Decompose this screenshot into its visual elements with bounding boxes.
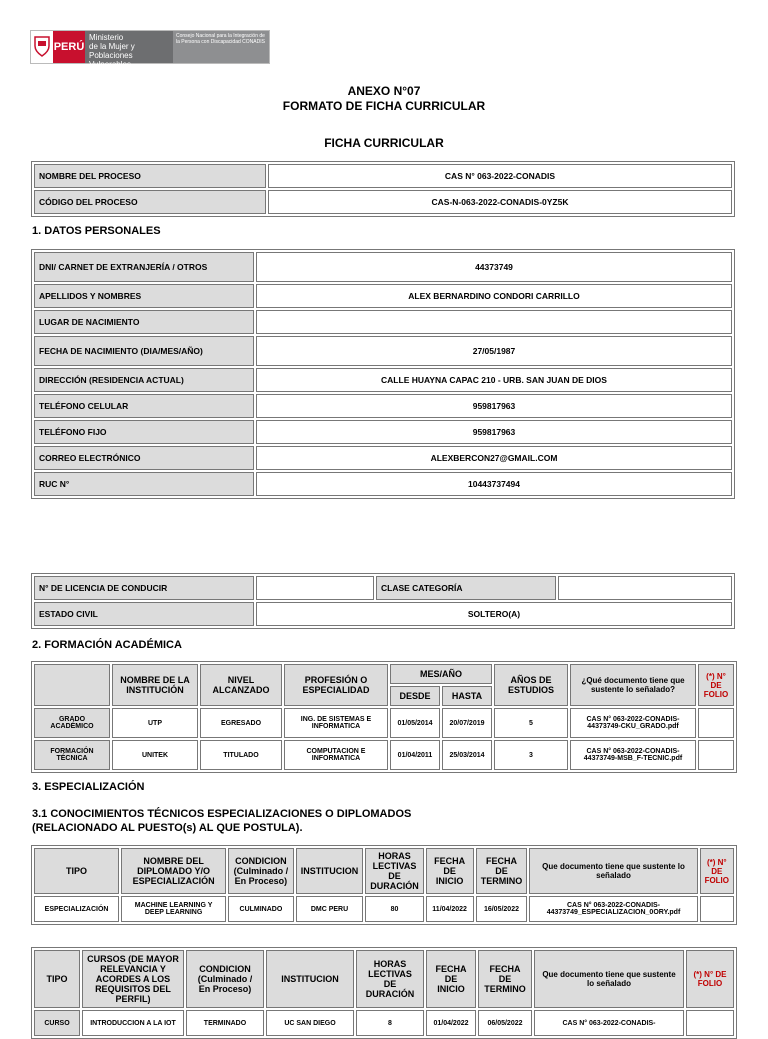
table-header-cell: FECHA DE INICIO: [426, 848, 474, 894]
table-header-cell: PROFESIÓN O ESPECIALIDAD: [284, 664, 388, 706]
table-header-cell: FECHA DE TERMINO: [476, 848, 528, 894]
table-cell: 06/05/2022: [478, 1010, 532, 1036]
table-cell: 11/04/2022: [426, 896, 474, 922]
category-label: CLASE CATEGORÍA: [376, 576, 556, 600]
table-row: [34, 310, 732, 334]
table-header-cell: MES/AÑO: [390, 664, 492, 684]
academic-table: [31, 661, 737, 773]
table-cell: CAS N° 063-2022-CONADIS-44373749-MSB_F-TECNIC.pdf: [570, 740, 696, 770]
table-cell: FORMACIÓN TÉCNICA: [34, 740, 110, 770]
table-cell: [698, 740, 734, 770]
institution-logo: [30, 30, 270, 69]
table-cell: EGRESADO: [200, 708, 282, 738]
table-cell: 20/07/2019: [442, 708, 492, 738]
table-cell: FECHA DE NACIMIENTO (DIA/MES/AÑO): [34, 336, 254, 366]
logo-council: Consejo Nacional para la Integración de la Persona con Discapacidad CONADIS: [173, 31, 269, 63]
table-header-row: [34, 950, 734, 1008]
table-cell: DMC PERU: [296, 896, 364, 922]
table-row: [34, 420, 732, 444]
table-cell: RUC N°: [34, 472, 254, 496]
table-cell: CAS N° 063-2022-CONADIS-44373749_ESPECIALIZACION_0ORY.pdf: [529, 896, 697, 922]
personal-data-table: [31, 249, 735, 499]
table-header-cell: CONDICION (Culminado / En Proceso): [228, 848, 294, 894]
table-row: [34, 368, 732, 392]
table-cell: UTP: [112, 708, 198, 738]
table-cell: TELÉFONO FIJO: [34, 420, 254, 444]
table-cell: ALEX BERNARDINO CONDORI CARRILLO: [256, 284, 732, 308]
table-cell: 01/04/2022: [426, 1010, 476, 1036]
table-header-row: [34, 664, 734, 684]
table-cell: ING. DE SISTEMAS E INFORMATICA: [284, 708, 388, 738]
table-header-cell: CONDICION (Culminado / En Proceso): [186, 950, 264, 1008]
table-cell: 01/05/2014: [390, 708, 440, 738]
table-cell: INTRODUCCION A LA IOT: [82, 1010, 184, 1036]
table-header-cell: NOMBRE DE LA INSTITUCIÓN: [112, 664, 198, 706]
table-row: [34, 472, 732, 496]
license-value: [256, 576, 374, 600]
specialization-subtitle-2: (RELACIONADO AL PUESTO(s) AL QUE POSTULA).: [32, 822, 303, 834]
table-header-cell: AÑOS DE ESTUDIOS: [494, 664, 568, 706]
table-cell: UNITEK: [112, 740, 198, 770]
civil-status-label: ESTADO CIVIL: [34, 602, 254, 626]
table-cell: CORREO ELECTRÓNICO: [34, 446, 254, 470]
table-header-cell: HORAS LECTIVAS DE DURACIÓN: [365, 848, 424, 894]
table-row: [34, 1010, 734, 1036]
table-cell: 16/05/2022: [476, 896, 528, 922]
table-cell: 3: [494, 740, 568, 770]
table-cell: COMPUTACION E INFORMATICA: [284, 740, 388, 770]
table-cell: 5: [494, 708, 568, 738]
table-row: [34, 394, 732, 418]
courses-table: [31, 947, 737, 1039]
table-cell: [698, 708, 734, 738]
table-header-cell: INSTITUCION: [296, 848, 364, 894]
civil-status-value: SOLTERO(A): [256, 602, 732, 626]
table-row: [34, 190, 732, 214]
table-cell: [256, 310, 732, 334]
table-header-cell: DESDE: [390, 686, 440, 706]
coat-of-arms-icon: [31, 31, 53, 61]
table-header-cell: FECHA DE TERMINO: [478, 950, 532, 1008]
table-header-cell: INSTITUCION: [266, 950, 354, 1008]
table-cell: 80: [365, 896, 424, 922]
table-header-cell: TIPO: [34, 848, 119, 894]
format-title: FORMATO DE FICHA CURRICULAR: [282, 99, 486, 113]
table-row: [34, 896, 734, 922]
document-title: FICHA CURRICULAR: [324, 136, 444, 150]
process-code-label: CÓDIGO DEL PROCESO: [34, 190, 266, 214]
table-cell: CULMINADO: [228, 896, 294, 922]
table-cell: ESPECIALIZACIÓN: [34, 896, 119, 922]
table-cell: 01/04/2011: [390, 740, 440, 770]
table-cell: 44373749: [256, 252, 732, 282]
specialization-table: [31, 845, 737, 925]
table-row: [34, 252, 732, 282]
table-cell: MACHINE LEARNING Y DEEP LEARNING: [121, 896, 226, 922]
specialization-subtitle-1: 3.1 CONOCIMIENTOS TÉCNICOS ESPECIALIZACIONES O DIPLOMADOS: [32, 808, 412, 820]
table-cell: GRADO ACADÉMICO: [34, 708, 110, 738]
table-header-row: [34, 848, 734, 894]
process-table: [31, 161, 735, 217]
table-cell: 8: [356, 1010, 424, 1036]
license-label: N° DE LICENCIA DE CONDUCIR: [34, 576, 254, 600]
table-cell: [700, 896, 734, 922]
logo-ministry: Ministerio de la Mujer y Poblaciones Vulnerables: [85, 31, 173, 63]
table-cell: DIRECCIÓN (RESIDENCIA ACTUAL): [34, 368, 254, 392]
table-header-cell: (*) N° DE FOLIO: [686, 950, 734, 1008]
table-cell: 959817963: [256, 394, 732, 418]
academic-section-title: 2. FORMACIÓN ACADÉMICA: [32, 639, 182, 651]
table-cell: CALLE HUAYNA CAPAC 210 - URB. SAN JUAN DE DIOS: [256, 368, 732, 392]
table-header-cell: HORAS LECTIVAS DE DURACIÓN: [356, 950, 424, 1008]
table-header-cell: Que documento tiene que sustente lo señalado: [534, 950, 684, 1008]
table-cell: TITULADO: [200, 740, 282, 770]
logo-country: PERÚ: [53, 31, 85, 63]
table-row: [34, 602, 732, 626]
table-row: [34, 708, 734, 738]
table-header-cell: (*) N° DE FOLIO: [698, 664, 734, 706]
table-cell: CURSO: [34, 1010, 80, 1036]
table-row: [34, 740, 734, 770]
table-cell: CAS N° 063-2022-CONADIS-: [534, 1010, 684, 1036]
personal-section-title: 1. DATOS PERSONALES: [32, 225, 161, 237]
table-cell: 10443737494: [256, 472, 732, 496]
annex-title: ANEXO N°07: [347, 84, 421, 98]
table-cell: TELÉFONO CELULAR: [34, 394, 254, 418]
table-row: [34, 284, 732, 308]
table-header-cell: FECHA DE INICIO: [426, 950, 476, 1008]
table-header-cell: (*) N° DE FOLIO: [700, 848, 734, 894]
table-cell: CAS N° 063-2022-CONADIS-44373749-CKU_GRADO.pdf: [570, 708, 696, 738]
table-row: [34, 336, 732, 366]
table-header-cell: Que documento tiene que sustente lo señalado: [529, 848, 697, 894]
table-cell: LUGAR DE NACIMIENTO: [34, 310, 254, 334]
table-cell: UC SAN DIEGO: [266, 1010, 354, 1036]
process-code-value: CAS-N-063-2022-CONADIS-0YZ5K: [268, 190, 732, 214]
table-row: [34, 446, 732, 470]
table-header-cell: CURSOS (DE MAYOR RELEVANCIA Y ACORDES A LOS REQUISITOS DEL PERFIL): [82, 950, 184, 1008]
table-header-cell: HASTA: [442, 686, 492, 706]
table-header-cell: ¿Qué documento tiene que sustente lo señalado?: [570, 664, 696, 706]
license-table: [31, 573, 735, 629]
process-name-label: NOMBRE DEL PROCESO: [34, 164, 266, 188]
specialization-section-title: 3. ESPECIALIZACIÓN: [32, 781, 145, 793]
table-header-cell: TIPO: [34, 950, 80, 1008]
table-cell: ALEXBERCON27@GMAIL.COM: [256, 446, 732, 470]
process-name-value: CAS N° 063-2022-CONADIS: [268, 164, 732, 188]
table-cell: TERMINADO: [186, 1010, 264, 1036]
table-cell: DNI/ CARNET DE EXTRANJERÍA / OTROS: [34, 252, 254, 282]
table-cell: 25/03/2014: [442, 740, 492, 770]
category-value: [558, 576, 732, 600]
table-cell: 27/05/1987: [256, 336, 732, 366]
table-header-cell: NOMBRE DEL DIPLOMADO Y/O ESPECIALIZACIÓN: [121, 848, 226, 894]
table-row: [34, 576, 732, 600]
table-row: [34, 164, 732, 188]
table-cell: APELLIDOS Y NOMBRES: [34, 284, 254, 308]
table-cell: [686, 1010, 734, 1036]
table-header-cell: NIVEL ALCANZADO: [200, 664, 282, 706]
table-cell: 959817963: [256, 420, 732, 444]
